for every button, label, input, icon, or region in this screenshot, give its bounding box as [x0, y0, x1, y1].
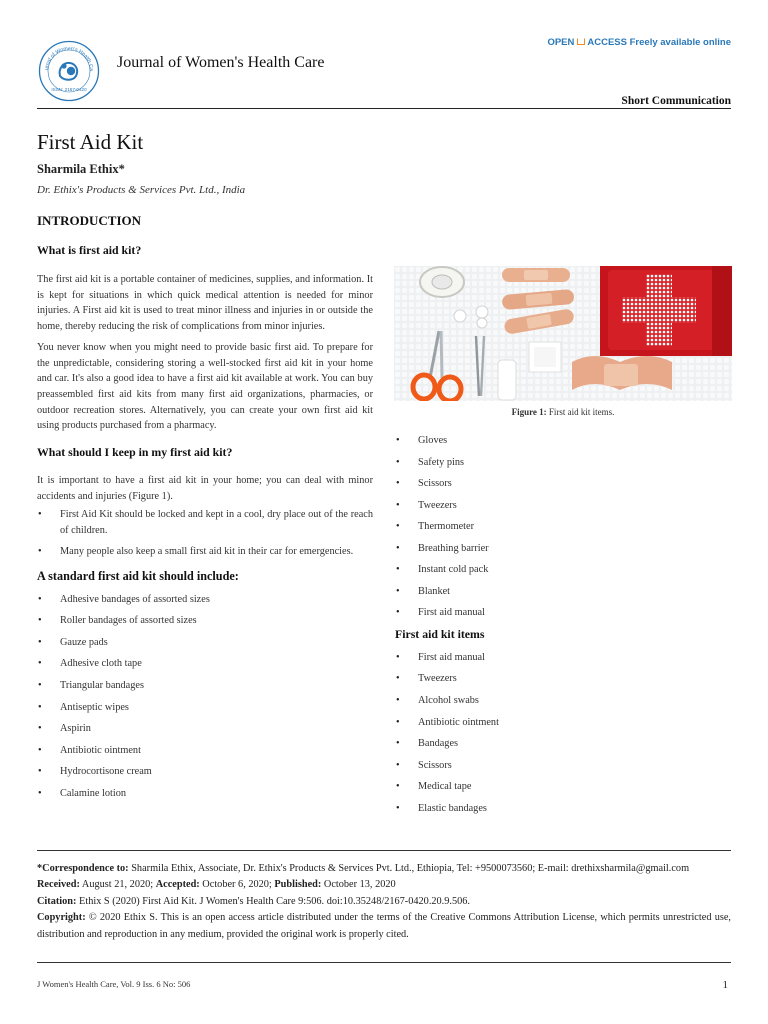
list-item: • Instant cold pack [395, 562, 732, 578]
logo-issn: ISSN: 2167-0420 [51, 87, 87, 92]
list-item: • Scissors [395, 758, 732, 774]
list-item: • Adhesive bandages of assorted sizes [37, 592, 373, 608]
list-item: • Scissors [395, 476, 732, 492]
received-label: Received: [37, 879, 80, 891]
continued-kit-list [395, 433, 732, 621]
figure-caption [394, 407, 732, 417]
notes-list [37, 507, 373, 559]
journal-citation: J Women's Health Care, Vol. 9 Iss. 6 No: 506 [37, 979, 191, 989]
pill [476, 306, 488, 318]
footer-divider [37, 962, 731, 963]
list-item: • Blanket [395, 584, 732, 600]
pill [454, 310, 466, 322]
subsection-heading: First aid kit items [395, 626, 485, 641]
header-divider [37, 108, 731, 109]
paragraph: You never know when you might need to provide basic first aid. To prepare for the unpredictable, considering storing a well-stocked first aid kit in your home and car. It's also a good idea to have a first aid kit available at work. You can buy preassembled first aid kits from many first aid organizations, pharmacies, or outdoor recreation stores. Alternatively, you can create your own first aid kit using products purchased from a pharmacy. [37, 341, 373, 432]
adhesive-bandage [502, 268, 570, 282]
paragraph: The first aid kit is a portable container of medicines, supplies, and information. It is kept for situations in which quick medical attention is needed for minor injuries. A First aid kit is used to treat minor illness and injuries in or outside the home, thereby reducing the risk of complications from minor injuries. [37, 274, 373, 333]
first-aid-box [600, 266, 732, 356]
list-item: • Adhesive cloth tape [37, 656, 373, 672]
article-title: First Aid Kit [37, 130, 144, 154]
list-item: • Roller bandages of assorted sizes [37, 613, 373, 629]
page-number: 1 [722, 979, 728, 991]
footnote-block [37, 861, 731, 943]
list-item: • Calamine lotion [37, 786, 373, 802]
correspondence-label: *Correspondence to: [37, 863, 129, 874]
author-name: Sharmila Ethix* [37, 162, 125, 176]
question-heading: What should I keep in my first aid kit? [37, 445, 233, 460]
list-item: • First aid manual [395, 605, 732, 621]
list-item: • Elastic bandages [395, 801, 732, 817]
list-item: • First aid manual [395, 650, 732, 666]
list-item: • Tweezers [395, 498, 732, 514]
citation [37, 894, 731, 910]
author-affiliation: Dr. Ethix's Products & Services Pvt. Ltd., India [37, 184, 246, 196]
accepted-date: October 6, 2020; [199, 879, 275, 891]
first-aid-kit-photo [394, 266, 732, 401]
standard-kit-list [37, 592, 373, 802]
citation-label: Citation: [37, 895, 77, 907]
tape-roll [420, 267, 464, 297]
right-column [395, 433, 732, 822]
list-item: • Gauze pads [37, 635, 373, 651]
list-item: • Alcohol swabs [395, 693, 732, 709]
list-item: • Triangular bandages [37, 678, 373, 694]
copyright-text: © 2020 Ethix S. This is an open access article distributed under the terms of the Creative Commons Attribution License, which permits unrestricted use, distribution and reproduction in any medium, provided the original work is properly cited. [37, 912, 731, 940]
pill [477, 318, 487, 328]
list-item: • Bandages [395, 736, 732, 752]
published-date: October 13, 2020 [321, 879, 396, 891]
list-item: • Gloves [395, 433, 732, 449]
list-item: • Tweezers [395, 671, 732, 687]
list-item: • Thermometer [395, 519, 732, 535]
subsection-heading: A standard first aid kit should include: [37, 568, 239, 583]
logo-text: urnal of Women's Health Ca [43, 45, 95, 72]
list-item: • Many people also keep a small first aid kit in their car for emergencies. [37, 544, 373, 560]
question-heading: What is first aid kit? [37, 243, 142, 257]
dates [37, 877, 731, 893]
figure-caption-text: First aid kit items. [546, 407, 615, 417]
list-item: • First Aid Kit should be locked and kept in a cool, dry place out of the reach of children. [37, 507, 373, 539]
copyright [37, 910, 731, 943]
correspondence-text: Sharmila Ethix, Associate, Dr. Ethix's Products & Services Pvt. Ltd., Ethiopia, Tel: +9500073560; E-mail: drethixsharmila@gmail.com [128, 863, 690, 874]
left-column [37, 243, 373, 807]
journal-title: Journal of Women's Health Care [117, 54, 325, 71]
published-label: Published: [274, 879, 322, 891]
cotton-roll [498, 360, 516, 400]
open-lock-icon [577, 38, 585, 45]
copyright-label: Copyright: [37, 912, 86, 924]
list-item: • Medical tape [395, 779, 732, 795]
section-heading: INTRODUCTION [37, 213, 142, 228]
list-item: • Aspirin [37, 721, 373, 737]
paragraph: It is important to have a first aid kit in your home; you can deal with minor accidents and injuries (Figure 1). [37, 475, 373, 502]
access-label: ACCESS Freely available online [587, 37, 731, 48]
received-date: August 21, 2020; [79, 879, 156, 891]
list-item: • Hydrocortisone cream [37, 764, 373, 780]
citation-text: Ethix S (2020) First Aid Kit. J Women's Health Care 9:506. doi:10.35248/2167-0420.20.9.506. [76, 895, 471, 907]
gauze-pad [529, 342, 561, 372]
footer-divider [37, 850, 731, 851]
open-access-badge [547, 37, 731, 48]
mother-child-icon [60, 63, 78, 80]
list-item: • Antibiotic ointment [395, 715, 732, 731]
article-type: Short Communication [621, 95, 731, 107]
list-item: • Antiseptic wipes [37, 700, 373, 716]
list-item: • Antibiotic ointment [37, 743, 373, 759]
journal-logo [38, 40, 100, 102]
list-item: • Safety pins [395, 455, 732, 471]
correspondence [37, 861, 731, 877]
open-label: OPEN [547, 37, 575, 48]
accepted-label: Accepted: [155, 879, 200, 891]
kit-items-list [395, 650, 732, 817]
list-item: • Breathing barrier [395, 541, 732, 557]
figure-label: Figure 1: [511, 407, 547, 417]
